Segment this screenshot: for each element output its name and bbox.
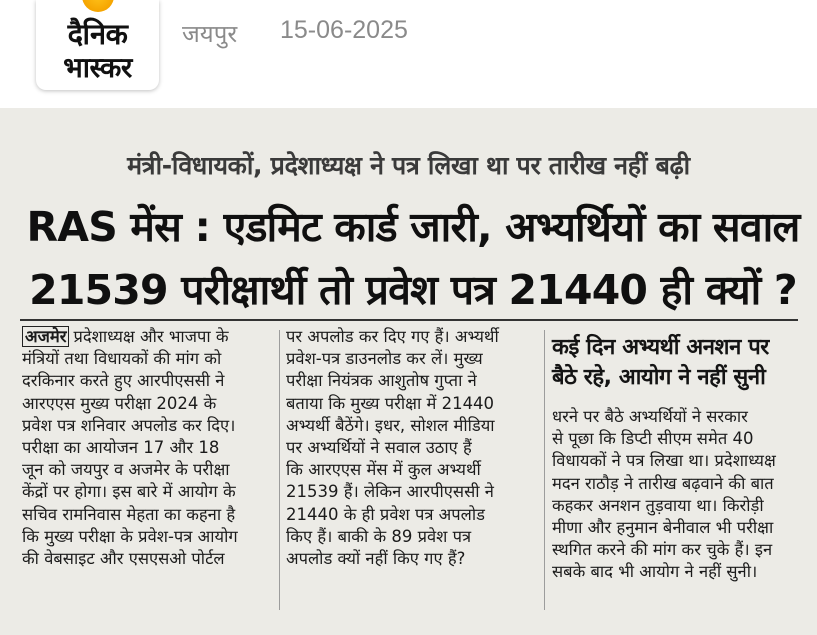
column-line: से पूछा कि डिप्टी सीएम समेत 40 (552, 429, 754, 449)
column-line: विधायकों ने पत्र लिखा था। प्रदेशाध्यक्ष (552, 451, 776, 471)
column-line: मीणा और हनुमान बेनीवाल भी परीक्षा (552, 518, 774, 538)
column-line-text: प्रदेशाध्यक्ष और भाजपा के (73, 327, 229, 346)
column-line: धरने पर बैठे अभ्यर्थियों ने सरकार (552, 407, 748, 426)
column-line: पर अभ्यर्थियों ने सवाल उठाए हैं (286, 438, 472, 458)
column-line: पर अपलोड कर दिए गए हैं। अभ्यर्थी (286, 327, 499, 346)
logo-text-bottom: भास्कर (63, 51, 132, 84)
column-divider (544, 330, 545, 610)
column-line: कि आरएएस मेंस में कुल अभ्यर्थी (286, 460, 481, 480)
logo-text-top: दैनिक (67, 17, 128, 51)
column-line: केंद्रों पर होगा। इस बारे में आयोग के (22, 482, 236, 502)
column-line: परीक्षा का आयोजन 17 और 18 (22, 438, 220, 458)
header-bar (0, 0, 817, 108)
subheading-line-1: कई दिन अभ्यर्थी अनशन पर (552, 335, 769, 360)
column-line: की वेबसाइट और एसएसओ पोर्टल (22, 549, 225, 569)
headline-line-1: RAS मेंस : एडमिट कार्ड जारी, अभ्यर्थियों का सवाल (26, 203, 800, 251)
column-line: आरएएस मुख्य परीक्षा 2024 के (22, 393, 217, 413)
column-line: किए हैं। बाकी के 89 प्रवेश पत्र (286, 526, 472, 546)
column-line: कहकर अनशन तुड़वाया था। किरोड़ी (552, 495, 764, 515)
headline-rule (20, 319, 798, 321)
column-line: बताया कि मुख्य परीक्षा में 21440 (286, 393, 495, 413)
article-kicker: मंत्री-विधायकों, प्रदेशाध्यक्ष ने पत्र लिखा था पर तारीख नहीं बढ़ी (127, 151, 690, 180)
column-line: प्रवेश-पत्र डाउनलोड कर लें। मुख्य (286, 349, 483, 369)
column-divider (279, 330, 280, 610)
dainik-bhaskar-logo[interactable] (36, 0, 159, 90)
column-line: 21440 के ही प्रवेश पत्र अपलोड (286, 504, 485, 524)
article-column-3 (552, 406, 804, 584)
edition-city: जयपुर (182, 20, 238, 48)
edition-date: 15-06-2025 (280, 16, 408, 44)
column-line: प्रवेश पत्र शनिवार अपलोड कर दिए। (22, 415, 236, 435)
article-column-1 (22, 326, 274, 570)
column-line: अभ्यर्थी बैठेंगे। इधर, सोशल मीडिया (286, 415, 495, 435)
column-line: दरकिनार करते हुए आरपीएससी ने (22, 371, 225, 391)
column-line: मंत्रियों तथा विधायकों की मांग को (22, 349, 222, 369)
dateline: अजमेर (22, 326, 69, 347)
column-line: स्थगित करने की मांग कर चुके हैं। इन (552, 540, 773, 560)
column-line: सबके बाद भी आयोग ने नहीं सुनी। (552, 562, 758, 582)
headline-line-2: 21539 परीक्षार्थी तो प्रवेश पत्र 21440 ही क्यों ? (29, 266, 797, 314)
column-line: कि मुख्य परीक्षा के प्रवेश-पत्र आयोग (22, 526, 238, 546)
article-subheading (552, 333, 804, 393)
column-line: जून को जयपुर व अजमेर के परीक्षा (22, 460, 230, 480)
column-line: मदन राठौड़ ने तारीख बढ़वाने की बात (552, 473, 774, 493)
column-line: सचिव रामनिवास मेहता का कहना है (22, 504, 236, 524)
sun-icon (82, 0, 114, 12)
subheading-line-2: बैठे रहे, आयोग ने नहीं सुनी (552, 365, 766, 390)
column-line (22, 326, 274, 348)
column-line: अपलोड क्यों नहीं किए गए हैं? (286, 549, 466, 569)
article-column-2 (286, 326, 536, 570)
column-line: 21539 हैं। लेकिन आरपीएससी ने (286, 482, 494, 502)
column-line: परीक्षा नियंत्रक आशुतोष गुप्ता ने (286, 371, 477, 391)
